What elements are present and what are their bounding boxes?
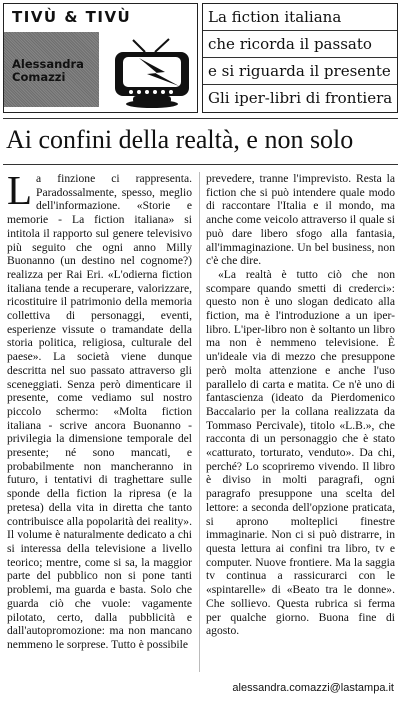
topic-line: e si riguarda il presente (203, 58, 397, 85)
article-paragraph: «La realtà è tutto ciò che non scompare quando smetti di crederci»: questo non è uno slogan dedicato alla fiction, ma è l'introduzione a un iper-libro. L'iper-libro non è soltanto un libro ma non è nemmeno televisione. È un'ideale via di mezzo che presuppone però molta attenzione e anche l'uso parallelo di carta e matita. Ce n'è uno di fantascienza (ideato da Pierdomenico Baccalario per la collana realizzata da Tommaso Percivale), titolo «L.B.», che racconta di un personaggio che è stato «catturato, torturato, venduto». Da chi, perché? Lo scopriremo vivendo. Il libro è diviso in molti paragrafi, ogni paragrafo presuppone una scelta del lettore: a seconda dell'opzione praticata, si aprono molteplici finestre immaginarie. Non ci si può distrarre, in questa lettura ai confini tra libro, tv e computer. Nuove frontiere. Ma la saggia tv continua a rassicurarci con le «spintarelle» di «Beato tra le donne». Che sollievo. Questa rubrica si ferma per qualche giorno. Buona fine di agosto. (206, 267, 395, 638)
author-email[interactable]: alessandra.comazzi@lastampa.it (232, 682, 394, 694)
article-paragraph (7, 172, 192, 652)
topic-line: che ricorda il passato (203, 31, 397, 58)
topic-line: Gli iper-libri di frontiera (208, 89, 393, 107)
drop-cap: L (7, 172, 33, 213)
tv-set-icon (109, 38, 195, 110)
header-rule (3, 118, 398, 119)
headline-rule (3, 164, 398, 165)
column-brand-box (3, 3, 198, 113)
column-title: TIVÙ & TIVÙ (12, 8, 132, 26)
article-column-1 (7, 172, 192, 672)
topics-box (202, 3, 398, 113)
column-divider (199, 172, 200, 672)
article-column-2 (206, 172, 395, 672)
paragraph-text: a finzione ci rappresenta. Paradossalmente, spesso, meglio dell'informazione. «Storie e memorie - La fiction italiana» si intitola il rapporto sul genere televisivo più seguito che ogni anno Milly Buonanno (un destino nel cognome?) realizza per Rai Eri. «L'odierna fiction italiana tende a recuperare, valorizzare, ricostituire il patrimonio della memoria collettiva di personaggi, eventi, esperienze vissute o tramandate della storia politica, religiosa, culturale del paese». La società viene dunque descritta nel suo passato attraverso gli sceneggiati. Senza però dimenticare il presente, come vediamo sul nostro piccolo schermo: «Molta fiction italiana - scrive ancora Buonanno - privilegia la dimensione temporale del presente; né sono mancati, e probabilmente non mancheranno in futuro, i tentativi di traghettare sulle sponde della fiction la ripresa (e la pretesa) della vita in diretta che tanto contribuisce alla popolarità dei reality». Il volume è naturalmente dedicato a chi si interessa della televisione a livello teorico; mentre, come si sa, la maggior parte del pubblico non si pone tanti problemi, ma guarda e basta. Solo che guarda ciò che vuole: vagamente pilotato, certo, dalla pubblicità e dall'autopromozione: ma non mancano nemmeno le sorprese. Tutto è possibile (7, 172, 192, 651)
author-name: Alessandra Comazzi (12, 57, 84, 84)
article-paragraph: prevedere, tranne l'imprevisto. Resta la fiction che si può intendere quale modo di raccontare l'Italia e il mondo, ma anche come veicolo attraverso il quale si può dare libero sfogo alla fantasia, all'immaginazione. Un bel business, non c'è che dire. (206, 172, 395, 268)
article-headline: Ai confini della realtà, e non solo (6, 125, 354, 154)
topic-line: La fiction italiana (203, 4, 397, 31)
column-header (0, 0, 400, 118)
